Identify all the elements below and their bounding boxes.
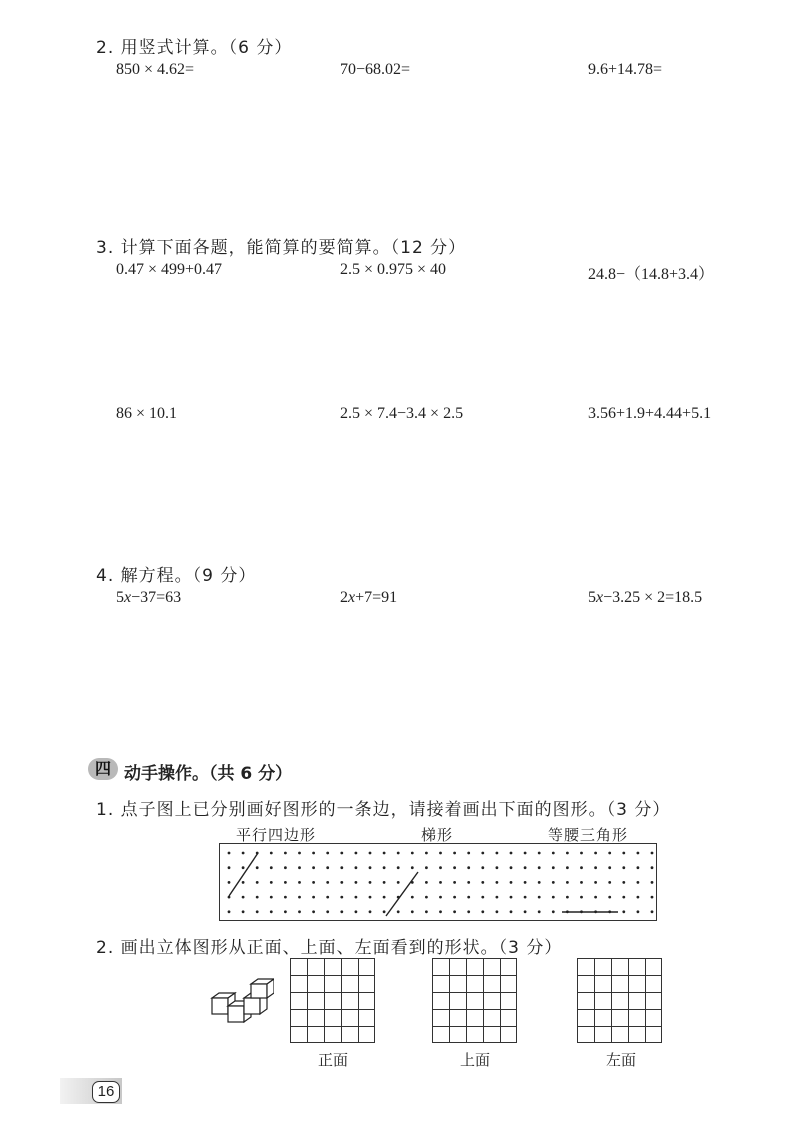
q4-heading: 4. 解方程。（9 分）	[96, 566, 257, 586]
grid-dot	[566, 852, 569, 855]
grid-dot	[355, 896, 358, 899]
trapezoid-given-side	[386, 872, 418, 916]
grid-dot	[439, 896, 442, 899]
grid-dot	[637, 881, 640, 884]
grid-dot	[242, 881, 245, 884]
grid-dot	[340, 852, 343, 855]
grid-dot	[369, 896, 372, 899]
grid-dot	[622, 910, 625, 913]
grid-dot	[340, 881, 343, 884]
q4-equation-1: 5x−37=63	[116, 589, 182, 606]
grid-dot	[256, 896, 259, 899]
grid-dot	[340, 866, 343, 869]
grid-dot	[510, 910, 513, 913]
grid-dot	[566, 896, 569, 899]
label-parallelogram: 平行四边形	[236, 826, 317, 844]
grid-dot	[369, 881, 372, 884]
grid-dot	[256, 866, 259, 869]
grid-dot	[594, 896, 597, 899]
grid-dot	[284, 866, 287, 869]
grid-dot	[355, 881, 358, 884]
grid-dot	[411, 852, 414, 855]
grid-dot	[453, 896, 456, 899]
grid-dot	[651, 852, 654, 855]
label-isosceles-triangle: 等腰三角形	[548, 826, 629, 844]
grid-dot	[608, 896, 611, 899]
grid-dot	[651, 866, 654, 869]
grid-dot	[481, 896, 484, 899]
grid-dot	[496, 852, 499, 855]
grid-dot	[439, 910, 442, 913]
front-view-label: 正面	[318, 1051, 349, 1069]
grid-dot	[594, 866, 597, 869]
left-view-label: 左面	[606, 1051, 637, 1069]
grid-dot	[524, 866, 527, 869]
grid-dot	[637, 852, 640, 855]
grid-dot	[580, 852, 583, 855]
q2-item-3: 9.6+14.78=	[588, 61, 663, 78]
grid-dot	[608, 852, 611, 855]
left-view-grid[interactable]	[577, 958, 662, 1043]
grid-dot	[594, 852, 597, 855]
grid-dot	[228, 910, 231, 913]
grid-dot	[453, 852, 456, 855]
grid-dot	[270, 881, 273, 884]
grid-dot	[622, 866, 625, 869]
grid-dot	[524, 896, 527, 899]
section-badge: 四	[88, 758, 118, 780]
q3-item-3: 24.8−（14.8+3.4）	[588, 266, 715, 283]
grid-dot	[298, 866, 301, 869]
q3-item-4: 86 × 10.1	[116, 405, 178, 422]
grid-dot	[242, 896, 245, 899]
grid-dot	[524, 910, 527, 913]
grid-dot	[383, 852, 386, 855]
grid-dot	[566, 866, 569, 869]
grid-dot	[651, 896, 654, 899]
grid-dot	[242, 866, 245, 869]
grid-dot	[312, 896, 315, 899]
grid-dot	[312, 852, 315, 855]
grid-dot	[369, 910, 372, 913]
grid-dot	[411, 866, 414, 869]
grid-dot	[326, 881, 329, 884]
grid-dot	[425, 852, 428, 855]
grid-dot	[425, 881, 428, 884]
grid-dot	[439, 852, 442, 855]
grid-dot	[270, 896, 273, 899]
grid-dot	[326, 896, 329, 899]
grid-dot	[651, 881, 654, 884]
grid-dot	[608, 866, 611, 869]
grid-dot	[524, 852, 527, 855]
grid-dot	[552, 896, 555, 899]
grid-dot	[242, 910, 245, 913]
q2-heading: 2. 用竖式计算。（6 分）	[96, 38, 293, 58]
grid-dot	[228, 852, 231, 855]
grid-dot	[284, 881, 287, 884]
grid-dot	[383, 896, 386, 899]
grid-dot	[481, 866, 484, 869]
grid-dot	[369, 866, 372, 869]
grid-dot	[510, 866, 513, 869]
grid-dot	[312, 881, 315, 884]
grid-dot	[439, 866, 442, 869]
grid-dot	[411, 896, 414, 899]
grid-dot	[552, 852, 555, 855]
grid-dot	[425, 896, 428, 899]
dot-grid-box[interactable]	[219, 843, 657, 921]
grid-dot	[467, 896, 470, 899]
grid-dot	[481, 852, 484, 855]
q2-item-1: 850 × 4.62=	[116, 61, 195, 78]
grid-dot	[298, 910, 301, 913]
grid-dot	[355, 866, 358, 869]
grid-dot	[552, 881, 555, 884]
grid-dot	[242, 852, 245, 855]
parallelogram-given-side	[229, 853, 258, 896]
grid-dot	[608, 881, 611, 884]
grid-dot	[510, 881, 513, 884]
grid-dot	[580, 896, 583, 899]
grid-dot	[538, 852, 541, 855]
grid-dot	[284, 896, 287, 899]
grid-dot	[228, 896, 231, 899]
page-number: 16	[92, 1081, 120, 1103]
grid-dot	[326, 910, 329, 913]
grid-dot	[453, 910, 456, 913]
grid-dot	[496, 896, 499, 899]
front-view-grid[interactable]	[290, 958, 375, 1043]
grid-dot	[383, 881, 386, 884]
grid-dot	[256, 881, 259, 884]
label-trapezoid: 梯形	[421, 826, 454, 844]
grid-dot	[467, 910, 470, 913]
grid-dot	[340, 896, 343, 899]
grid-dot	[510, 896, 513, 899]
grid-dot	[298, 896, 301, 899]
grid-dot	[637, 896, 640, 899]
grid-dot	[453, 866, 456, 869]
top-view-label: 上面	[460, 1051, 491, 1069]
grid-dot	[538, 910, 541, 913]
grid-dot	[284, 910, 287, 913]
grid-dot	[580, 881, 583, 884]
grid-dot	[538, 896, 541, 899]
grid-dot	[425, 910, 428, 913]
s4-q2-heading: 2. 画出立体图形从正面、上面、左面看到的形状。（3 分）	[96, 938, 563, 958]
grid-dot	[369, 852, 372, 855]
grid-dot	[622, 896, 625, 899]
grid-dot	[312, 910, 315, 913]
grid-dot	[355, 910, 358, 913]
grid-dot	[397, 852, 400, 855]
grid-dot	[453, 881, 456, 884]
grid-dot	[538, 866, 541, 869]
grid-dot	[284, 852, 287, 855]
grid-dot	[397, 910, 400, 913]
grid-dot	[496, 881, 499, 884]
grid-dot	[326, 852, 329, 855]
top-view-grid[interactable]	[432, 958, 517, 1043]
section-title: 动手操作。（共 6 分）	[124, 764, 293, 784]
grid-dot	[256, 910, 259, 913]
grid-dot	[439, 881, 442, 884]
grid-dot	[397, 881, 400, 884]
grid-dot	[481, 881, 484, 884]
q3-item-5: 2.5 × 7.4−3.4 × 2.5	[340, 405, 464, 422]
grid-dot	[312, 866, 315, 869]
q2-item-2: 70−68.02=	[340, 61, 411, 78]
q3-heading: 3. 计算下面各题，能简算的要简算。（12 分）	[96, 238, 467, 258]
grid-dot	[411, 910, 414, 913]
grid-dot	[467, 881, 470, 884]
grid-dot	[622, 852, 625, 855]
grid-dot	[467, 852, 470, 855]
grid-dot	[510, 852, 513, 855]
grid-dot	[425, 866, 428, 869]
grid-dot	[355, 852, 358, 855]
grid-dot	[383, 910, 386, 913]
grid-dot	[580, 866, 583, 869]
grid-dot	[397, 866, 400, 869]
grid-dot	[552, 910, 555, 913]
q3-item-2: 2.5 × 0.975 × 40	[340, 261, 447, 278]
grid-dot	[524, 881, 527, 884]
grid-dot	[622, 881, 625, 884]
s4-q1-heading: 1. 点子图上已分别画好图形的一条边，请接着画出下面的图形。（3 分）	[96, 800, 671, 820]
q3-item-1: 0.47 × 499+0.47	[116, 261, 223, 278]
grid-dot	[270, 866, 273, 869]
grid-dot	[228, 881, 231, 884]
cube-stack-figure	[208, 976, 274, 1028]
grid-dot	[496, 910, 499, 913]
grid-dot	[538, 881, 541, 884]
q4-equation-3: 5x−3.25 × 2=18.5	[588, 589, 703, 606]
grid-dot	[651, 910, 654, 913]
grid-dot	[326, 866, 329, 869]
grid-dot	[228, 866, 231, 869]
grid-dot	[340, 910, 343, 913]
grid-dot	[637, 866, 640, 869]
grid-dot	[298, 881, 301, 884]
grid-dot	[270, 852, 273, 855]
grid-dot	[481, 910, 484, 913]
grid-dot	[637, 910, 640, 913]
grid-dot	[566, 881, 569, 884]
q4-equation-2: 2x+7=91	[340, 589, 398, 606]
grid-dot	[383, 866, 386, 869]
dot-grid	[220, 844, 655, 919]
grid-dot	[496, 866, 499, 869]
q3-item-6: 3.56+1.9+4.44+5.1	[588, 405, 712, 422]
grid-dot	[594, 881, 597, 884]
grid-dot	[298, 852, 301, 855]
grid-dot	[467, 866, 470, 869]
grid-dot	[270, 910, 273, 913]
grid-dot	[552, 866, 555, 869]
